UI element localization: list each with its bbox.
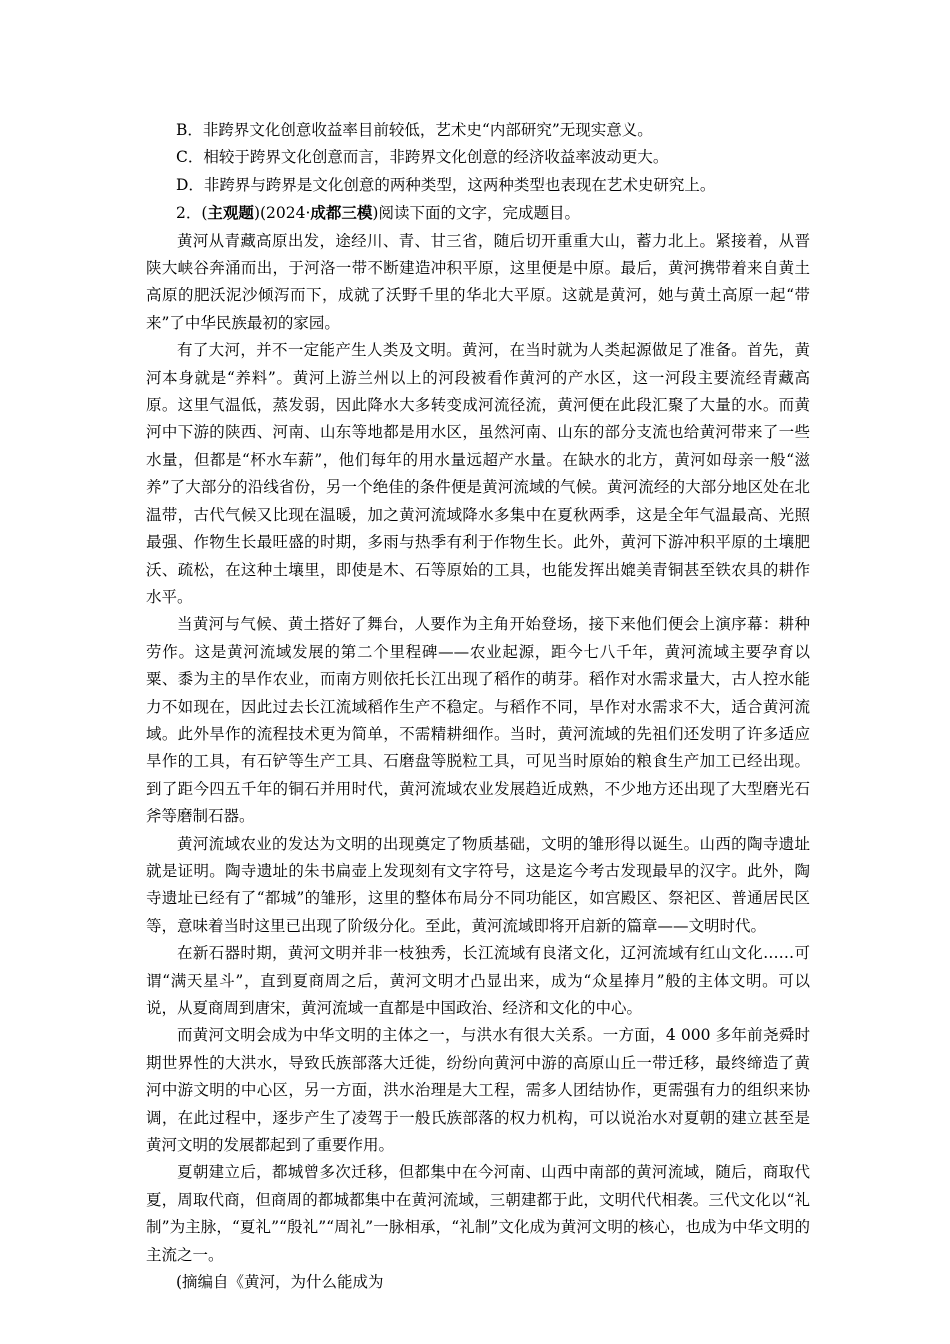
paragraph-6: 而黄河文明会成为中华文明的主体之一，与洪水有很大关系。一方面，4 000 多年前尧舜时期世界性的大洪水，导致氏族部落大迁徙，纷纷向黄河中游的高原山丘一带迁移，最终缔造了黄河中游文明的中心区，另一方面，洪水治理是大工程，需多人团结协作，更需强有力的组织来协调，在此过程中，逐步产生了凌驾于一般氏族部落的权力机构，可以说治水对夏朝的建立甚至是黄河文明的发展都起到了重要作用。 (146, 1026, 810, 1155)
question-type-label: 主观题 (207, 203, 254, 223)
paragraph-2: 有了大河，并不一定能产生人类及文明。黄河，在当时就为人类起源做足了准备。首先，黄河本身就是“养料”。黄河上游兰州以上的河段被看作黄河的产水区，这一河段主要流经青藏高原。这里气温低，蒸发弱，因此降水大多转变成河流径流，黄河便在此段汇聚了大量的水。而黄河中下游的陕西、河南、山东等地都是用水区，虽然河南、山东的部分支流也给黄河带来了一些水量，但都是“杯水车薪”，他们每年的用水量远超产水量。在缺水的北方，黄河如母亲一般“滋养”了大部分的沿线省份，另一个绝佳的条件便是黄河流域的气候。黄河流经的大部分地区处在北温带，古代气候又比现在温暖，加之黄河流域降水多集中在夏秋两季，这是全年气温最高、光照最强、作物生长最旺盛的时期，多雨与热季有利于作物生长。此外，黄河下游冲积平原的土壤肥沃、疏松，在这种土壤里，即使是木、石等原始的工具，也能发挥出媲美青铜甚至铁农具的耕作水平。 (146, 341, 810, 606)
source-note: (摘编自《黄河，为什么能成为 (176, 1273, 384, 1292)
paragraph-4: 黄河流域农业的发达为文明的出现奠定了物质基础，文明的雏形得以诞生。山西的陶寺遗址就是证明。陶寺遗址的朱书扁壶上发现刻有文字符号，这是迄今考古发现最早的汉字。此外，陶寺遗址已经有了“都城”的雏形，这里的整体布局分不同功能区，如宫殿区、祭祀区、普通居民区等，意味着当时这里已出现了阶级分化。至此，黄河流域即将开启新的篇章——文明时代。 (146, 834, 810, 935)
paragraph-5: 在新石器时期，黄河文明并非一枝独秀，长江流域有良渚文化，辽河流域有红山文化……可谓“满天星斗”，直到夏商周之后，黄河文明才凸显出来，成为“众星捧月”般的主体文明。可以说，从夏商周到唐宋，黄河流域一直都是中国政治、经济和文化的中心。 (146, 944, 810, 1017)
question-instruction: )阅读下面的文字，完成题目。 (372, 204, 580, 223)
paragraph-7: 夏朝建立后，都城曾多次迁移，但都集中在今河南、山西中南部的黄河流域，随后，商取代夏，周取代商，但商周的都城都集中在黄河流域，三朝建都于此，文明代代相袭。三代文化以“礼制”为主脉，“夏礼”“殷礼”“周礼”一脉相承，“礼制”文化成为黄河文明的核心，也成为中华文明的主流之一。 (146, 1163, 810, 1264)
question-heading (146, 199, 810, 227)
option-b: B．非跨界文化创意收益率目前较低，艺术史“内部研究”无现实意义。 (176, 121, 653, 139)
question-source-label: 成都三模 (310, 203, 373, 223)
option-c: C．相较于跨界文化创意而言，非跨界文化创意的经济收益率波动更大。 (176, 148, 669, 167)
document-page (146, 117, 810, 1296)
paragraph-1: 黄河从青藏高原出发，途经川、青、甘三省，随后切开重重大山，蓄力北上。紧接着，从晋陕大峡谷奔涌而出，于河洛一带不断建造冲积平原，这里便是中原。最后，黄河携带着来自黄土高原的肥沃泥沙倾泻而下，成就了沃野千里的华北大平原。这就是黄河，她与黄土高原一起“带来”了中华民族最初的家园。 (146, 231, 810, 332)
paragraph-3: 当黄河与气候、黄土搭好了舞台，人要作为主角开始登场，接下来他们便会上演序幕：耕种劳作。这是黄河流域发展的第二个里程碑——农业起源，距今七八千年，黄河流域主要孕育以粟、黍为主的旱作农业，而南方则依托长江出现了稻作的萌芽。稻作对水需求量大，古人控水能力不如现在，因此过去长江流域稻作生产不稳定。与稻作不同，旱作对水需求不大，适合黄河流域。此外旱作的流程技术更为简单，不需精耕细作。当时，黄河流域的先祖们还发明了许多适应旱作的工具，有石铲等生产工具、石磨盘等脱粒工具，可见当时原始的粮食生产加工已经出现。到了距今四五千年的铜石并用时代，黄河流域农业发展趋近成熟，不少地方还出现了大型磨光石斧等磨制石器。 (146, 615, 810, 826)
option-d: D．非跨界与跨界是文化创意的两种类型，这两种类型也表现在艺术史研究上。 (176, 175, 716, 194)
question-number: 2．( (176, 204, 208, 223)
question-year: )(2024· (253, 204, 311, 223)
